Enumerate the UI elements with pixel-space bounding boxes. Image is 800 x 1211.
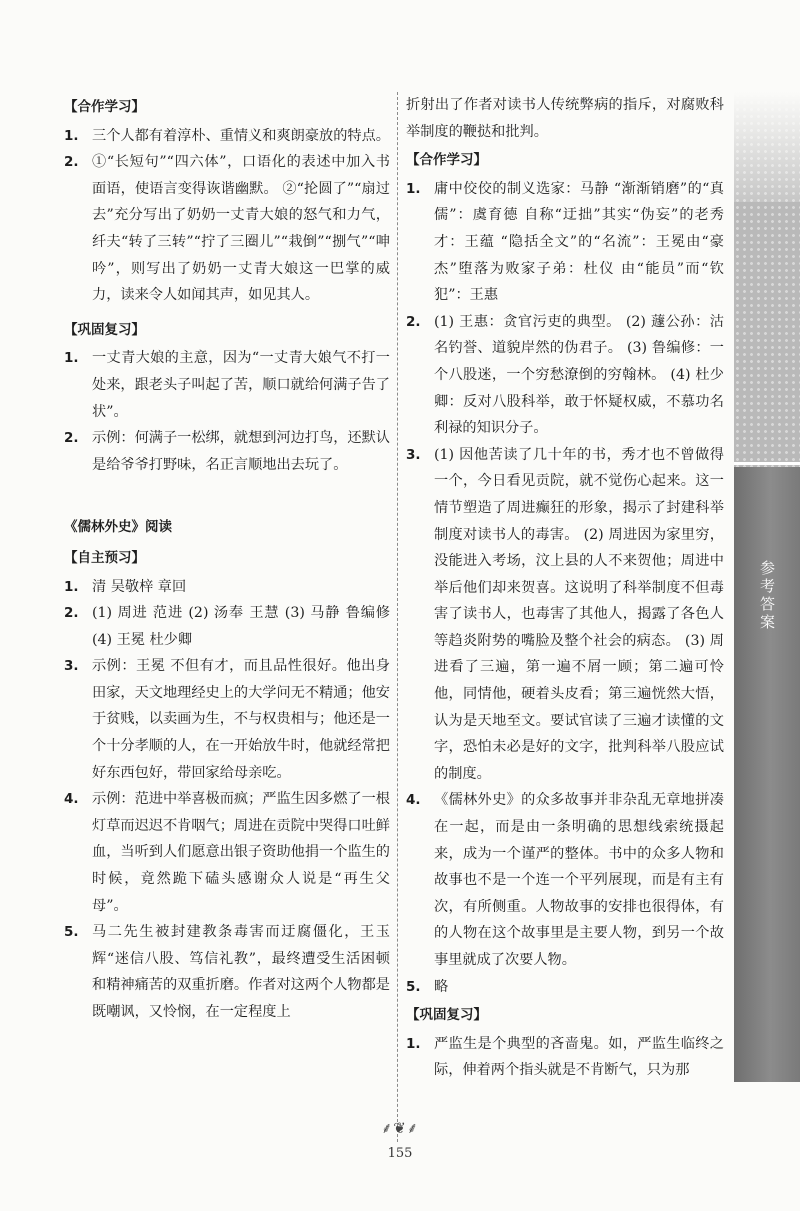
answer-item <box>406 309 724 442</box>
answer-item <box>64 574 390 601</box>
answer-text: 清 吴敬梓 章回 <box>92 578 187 595</box>
answer-text: 示例：范进中举喜极而疯；严监生因多燃了一根灯草而迟迟不肯咽气；周进在贡院中哭得口吐鲜血，当听到人们愿意出银子资助他捐一个监生的时候，竟然跪下磕头感谢众人说是“再生父母”。 <box>92 791 390 914</box>
section-heading-review: 【巩固复习】 <box>406 1007 487 1024</box>
tab-fade <box>734 92 800 202</box>
answer-item <box>406 787 724 973</box>
item-number: 4. <box>406 792 421 809</box>
item-number: 5. <box>64 924 79 941</box>
section-heading-review: 【巩固复习】 <box>64 321 145 338</box>
answer-text: 严监生是个典型的吝啬鬼。如，严监生临终之际，伸着两个指头就是不肯断气，只为那 <box>434 1035 724 1079</box>
section-heading-cooperative-learning: 【合作学习】 <box>406 152 487 169</box>
answer-item <box>64 123 390 150</box>
item-number: 3. <box>64 658 79 675</box>
side-tab-label: 参考答案 <box>758 560 776 632</box>
item-number: 5. <box>406 978 421 995</box>
tab-band <box>734 462 800 465</box>
item-number: 2. <box>406 313 421 330</box>
item-number: 3. <box>406 446 421 463</box>
item-number: 2. <box>64 605 79 622</box>
section-heading-self-preview: 【自主预习】 <box>64 549 145 566</box>
answer-text: 三个人都有着淳朴、重情义和爽朗豪放的特点。 <box>92 127 390 144</box>
book-section-title: 《儒林外史》阅读 <box>64 519 172 536</box>
item-number: 1. <box>64 127 79 144</box>
answer-text: (1) 因他苦读了几十年的书，秀才也不曾做得一个，今日看见贡院，就不觉伤心起来。这一情节塑造了周进癫狂的形象，揭示了封建科举制度对读书人的毒害。 (2) 周进因为家里穷，没能进入考场，汶上县的人不来贺他；周进中举后他们却来贺喜。这说明了科举制度不但毒害了读书人，也毒害了其他人，揭露了各色人等趋炎附势的嘴脸及整个社会的病态。 (3) 周进看了三遍，第一遍不屑一顾；第二遍可怜他，同情他，硬着头皮看；第三遍恍然大悟，认为是天地至文。要试官读了三遍才读懂的文字，恐怕未必是好的文字，批判科举八股应试的制度。 <box>434 446 724 782</box>
answer-item <box>406 1031 724 1084</box>
answer-text: 《儒林外史》的众多故事并非杂乱无章地拼凑在一起，而是由一条明确的思想线索统摄起来，成为一个谨严的整体。书中的众多人物和故事也不是一个连一个平列展现，而是有主有次，有所侧重。人物故事的安排也很得体，有的人物在这个故事里是主要人物，到另一个故事里就成了次要人物。 <box>434 792 724 968</box>
answer-item <box>64 919 390 1025</box>
left-column <box>64 92 390 1026</box>
section-heading-cooperative-learning: 【合作学习】 <box>64 99 145 115</box>
item-number: 2. <box>64 430 79 447</box>
item-number: 1. <box>406 180 421 197</box>
right-column <box>406 92 724 1084</box>
answer-text: (1) 王惠：贪官污吏的典型。 (2) 蘧公孙：沽名钓誉、道貌岸然的伪君子。 (3) 鲁编修：一个八股迷，一个穷愁潦倒的穷翰林。 (4) 杜少卿：反对八股科举，敢于怀疑权威，不慕功名利禄的知识分子。 <box>434 313 724 437</box>
answer-text: (1) 周进 范进 (2) 汤奉 王慧 (3) 马静 鲁编修 (4) 王冕 杜少卿 <box>92 605 390 648</box>
answer-text: 略 <box>434 978 449 995</box>
answer-text: ①“长短句”“四六体”，口语化的表述中加入书面语，使语言变得诙谐幽默。 ②“抡圆了”“扇过去”充分写出了奶奶一丈青大娘的怒气和力气，纤夫“转了三转”“拧了三圈儿”“栽倒”“捌气”“呻吟”，则写出了奶奶一丈青大娘这一巴掌的威力，读来令人如闻其声，如见其人。 <box>92 154 390 304</box>
column-divider <box>397 92 398 1142</box>
answer-text: 庸中佼佼的制义选家：马静 “渐渐销磨”的“真儒”：虞育德 自称“迂拙”其实“伪妄”的老秀才：王蕴 “隐括全文”的“名流”：王冕由“豪杰”堕落为败家子弟：杜仪 由“能员”而“钦犯”：王惠 <box>434 180 724 304</box>
answer-text: 示例：何满子一松绑，就想到河边打鸟，还默认是给爷爷打野味，名正言顺地出去玩了。 <box>92 430 390 473</box>
item-number: 2. <box>64 154 79 171</box>
answer-item <box>64 149 390 309</box>
item-number: 1. <box>406 1035 421 1052</box>
answer-text: 马二先生被封建教条毒害而迂腐僵化，王玉辉“迷信八股、笃信礼教”，最终遭受生活困顿和精神痛苦的双重折磨。作者对这两个人物都是既嘲讽，又怜悯，在一定程度上 <box>92 924 390 1020</box>
answer-text: 一丈青大娘的主意，因为“一丈青大娘气不打一处来，跟老头子叫起了苦，顺口就给何满子告了状”。 <box>92 350 390 420</box>
answer-item <box>64 653 390 786</box>
item-number: 4. <box>64 791 79 808</box>
answer-item <box>406 176 724 309</box>
answer-key-side-tab <box>734 92 800 1082</box>
answer-item <box>64 786 390 919</box>
answer-item <box>64 600 390 653</box>
answer-item <box>64 425 390 478</box>
item-number: 1. <box>64 578 79 595</box>
continued-text: 折射出了作者对读书人传统弊病的指斥，对腐败科举制度的鞭挞和批判。 <box>406 97 724 140</box>
page-number: 155 <box>387 1146 413 1161</box>
leaf-ornament-icon: ⸙❦⸙ <box>380 1119 420 1137</box>
item-number: 1. <box>64 350 79 367</box>
footer-ornament <box>0 1118 800 1138</box>
answer-item <box>406 974 724 1001</box>
answer-item <box>64 345 390 425</box>
answer-item <box>406 442 724 788</box>
answer-text: 示例：王冕 不但有才，而且品性很好。他出身田家，天文地理经史上的大学问无不精通；他安于贫贱，以卖画为生，不与权贵相与；他还是一个十分孝顺的人，在一开始放牛时，他就经常把好东西包好，带回家给母亲吃。 <box>92 658 390 781</box>
